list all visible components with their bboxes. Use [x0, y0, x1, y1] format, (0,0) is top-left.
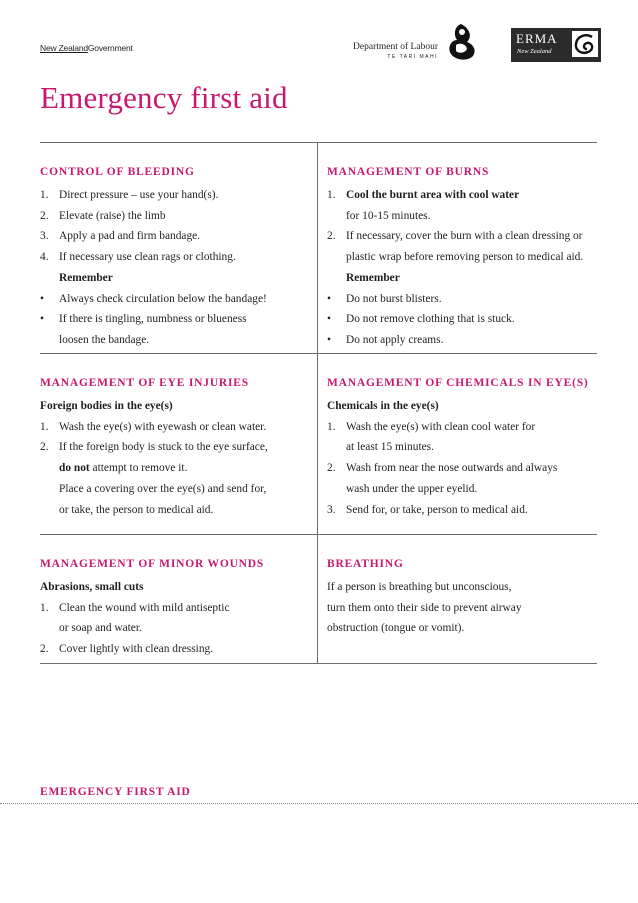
- section-panel: [40, 354, 318, 534]
- instruction-text: loosen the bandage.: [59, 333, 150, 346]
- instruction-line: [40, 185, 305, 206]
- instruction-line: [40, 247, 305, 268]
- instruction-line: [40, 598, 305, 619]
- gov-brand-a: New Zealand: [40, 43, 88, 53]
- page-title: Emergency first aid: [40, 80, 288, 115]
- instruction-text: turn them onto their side to prevent airway: [327, 601, 522, 614]
- list-marker: •: [40, 292, 44, 305]
- instruction-line: [327, 577, 596, 598]
- instruction-line: [40, 500, 305, 521]
- erma-name: ERMA: [516, 31, 558, 46]
- department-name: Department of Labour: [353, 42, 438, 52]
- instruction-text: Do not burst blisters.: [346, 292, 442, 305]
- instruction-line: [327, 268, 596, 289]
- list-marker: 3.: [40, 230, 49, 243]
- instruction-text: Direct pressure – use your hand(s).: [59, 189, 219, 201]
- instruction-text-rest: attempt to remove it.: [89, 462, 188, 475]
- instruction-text: for 10-15 minutes.: [346, 209, 431, 222]
- instruction-line: [40, 268, 305, 289]
- instruction-text: Chemicals in the eye(s): [327, 400, 439, 412]
- list-marker: •: [327, 333, 331, 346]
- department-of-labour-logo-text: [341, 42, 438, 60]
- section-heading: MANAGEMENT OF BURNS: [327, 166, 490, 178]
- first-aid-grid: [40, 142, 597, 664]
- instruction-line: [327, 417, 596, 438]
- list-marker: •: [40, 313, 44, 326]
- instruction-text: Wash the eye(s) with clean cool water for: [346, 420, 536, 433]
- erma-swirl-icon: [572, 31, 598, 57]
- instruction-line: [40, 618, 305, 639]
- instruction-text: Clean the wound with mild antiseptic: [59, 601, 230, 614]
- instruction-line: [327, 330, 596, 351]
- section-heading: CONTROL OF BLEEDING: [40, 166, 195, 178]
- page-header: [0, 0, 638, 80]
- section-panel: [318, 354, 596, 534]
- instruction-text: Remember: [59, 271, 113, 284]
- instruction-line: [327, 396, 596, 417]
- footer-dotted-rule: [0, 803, 638, 804]
- list-marker: 2.: [40, 441, 49, 454]
- nz-government-logo: [40, 43, 133, 53]
- instruction-text: If necessary use clean rags or clothing.: [59, 251, 236, 264]
- instruction-text: Do not apply creams.: [346, 333, 444, 346]
- instruction-text: If necessary, cover the burn with a clean dressing or: [346, 230, 583, 243]
- instruction-line: [40, 330, 305, 351]
- instruction-text: Cool the burnt area with cool water: [346, 189, 520, 201]
- instruction-text: or soap and water.: [59, 622, 142, 635]
- list-marker: 4.: [40, 251, 49, 264]
- instruction-text: Always check circulation below the bandage!: [59, 292, 267, 305]
- instruction-text: If a person is breathing but unconscious,: [327, 581, 512, 593]
- list-marker: 1.: [40, 420, 49, 433]
- instruction-text: do not: [59, 462, 90, 475]
- section-row: [40, 353, 597, 534]
- instruction-line: [327, 226, 596, 247]
- instruction-line: [40, 577, 305, 598]
- instruction-line: [40, 206, 305, 227]
- instruction-line: [40, 639, 305, 660]
- instruction-text: Cover lightly with clean dressing.: [59, 643, 214, 656]
- section-row: [40, 534, 597, 664]
- section-heading: BREATHING: [327, 558, 404, 570]
- instruction-text: Do not remove clothing that is stuck.: [346, 313, 515, 326]
- section-heading: MANAGEMENT OF CHEMICALS IN EYE(S): [327, 377, 589, 389]
- instruction-line: [40, 458, 305, 479]
- list-marker: 1.: [327, 189, 336, 201]
- instruction-line: [327, 598, 596, 619]
- section-panel: [40, 535, 318, 663]
- list-marker: 1.: [40, 601, 49, 614]
- footer-label: EMERGENCY FIRST AID: [40, 786, 191, 798]
- instruction-text: wash under the upper eyelid.: [346, 482, 478, 495]
- instruction-text: Abrasions, small cuts: [40, 581, 144, 593]
- instruction-line: [40, 479, 305, 500]
- erma-logo: [511, 28, 601, 62]
- instruction-line: [327, 185, 596, 206]
- instruction-text: obstruction (tongue or vomit).: [327, 622, 465, 635]
- section-row: [40, 142, 597, 353]
- instruction-text: Wash from near the nose outwards and always: [346, 462, 558, 475]
- instruction-text: plastic wrap before removing person to medical aid.: [346, 251, 584, 264]
- list-marker: •: [327, 313, 331, 326]
- instruction-text: Remember: [346, 271, 400, 284]
- instruction-line: [327, 289, 596, 310]
- instruction-text: If there is tingling, numbness or blueness: [59, 313, 247, 326]
- instruction-line: [327, 206, 596, 227]
- list-marker: 2.: [40, 643, 49, 656]
- department-of-labour-emblem-icon: [443, 22, 479, 62]
- list-marker: 1.: [327, 420, 336, 433]
- section-panel: [318, 143, 596, 353]
- instruction-line: [327, 458, 596, 479]
- instruction-text: Apply a pad and firm bandage.: [59, 230, 201, 243]
- instruction-text: If the foreign body is stuck to the eye surface,: [59, 441, 268, 454]
- erma-subtitle: New Zealand: [517, 48, 552, 55]
- list-marker: 1.: [40, 189, 49, 201]
- list-marker: 2.: [40, 209, 49, 222]
- list-marker: 2.: [327, 462, 336, 475]
- instruction-line: [327, 500, 596, 521]
- instruction-line: [40, 417, 305, 438]
- gov-brand-b: Government: [87, 43, 133, 53]
- instruction-text: Place a covering over the eye(s) and send for,: [59, 482, 267, 495]
- instruction-line: [40, 396, 305, 417]
- instruction-text: Foreign bodies in the eye(s): [40, 400, 173, 412]
- section-panel: [318, 535, 596, 663]
- list-marker: •: [327, 292, 331, 305]
- department-subtitle: TE TARI MAHI: [387, 54, 438, 60]
- instruction-line: [40, 289, 305, 310]
- instruction-text: Send for, or take, person to medical aid.: [346, 503, 528, 516]
- instruction-text: or take, the person to medical aid.: [59, 503, 214, 516]
- instruction-line: [40, 226, 305, 247]
- instruction-text: Elevate (raise) the limb: [59, 209, 166, 222]
- instruction-line: [327, 479, 596, 500]
- instruction-text: at least 15 minutes.: [346, 441, 434, 454]
- instruction-text: Wash the eye(s) with eyewash or clean water.: [59, 420, 267, 433]
- instruction-line: [327, 309, 596, 330]
- section-heading: MANAGEMENT OF MINOR WOUNDS: [40, 558, 265, 570]
- instruction-line: [327, 247, 596, 268]
- instruction-line: [327, 618, 596, 639]
- instruction-line: [327, 437, 596, 458]
- list-marker: 3.: [327, 503, 336, 516]
- section-panel: [40, 143, 318, 353]
- section-heading: MANAGEMENT OF EYE INJURIES: [40, 377, 249, 389]
- list-marker: 2.: [327, 230, 336, 243]
- instruction-line: [40, 309, 305, 330]
- instruction-line: [40, 437, 305, 458]
